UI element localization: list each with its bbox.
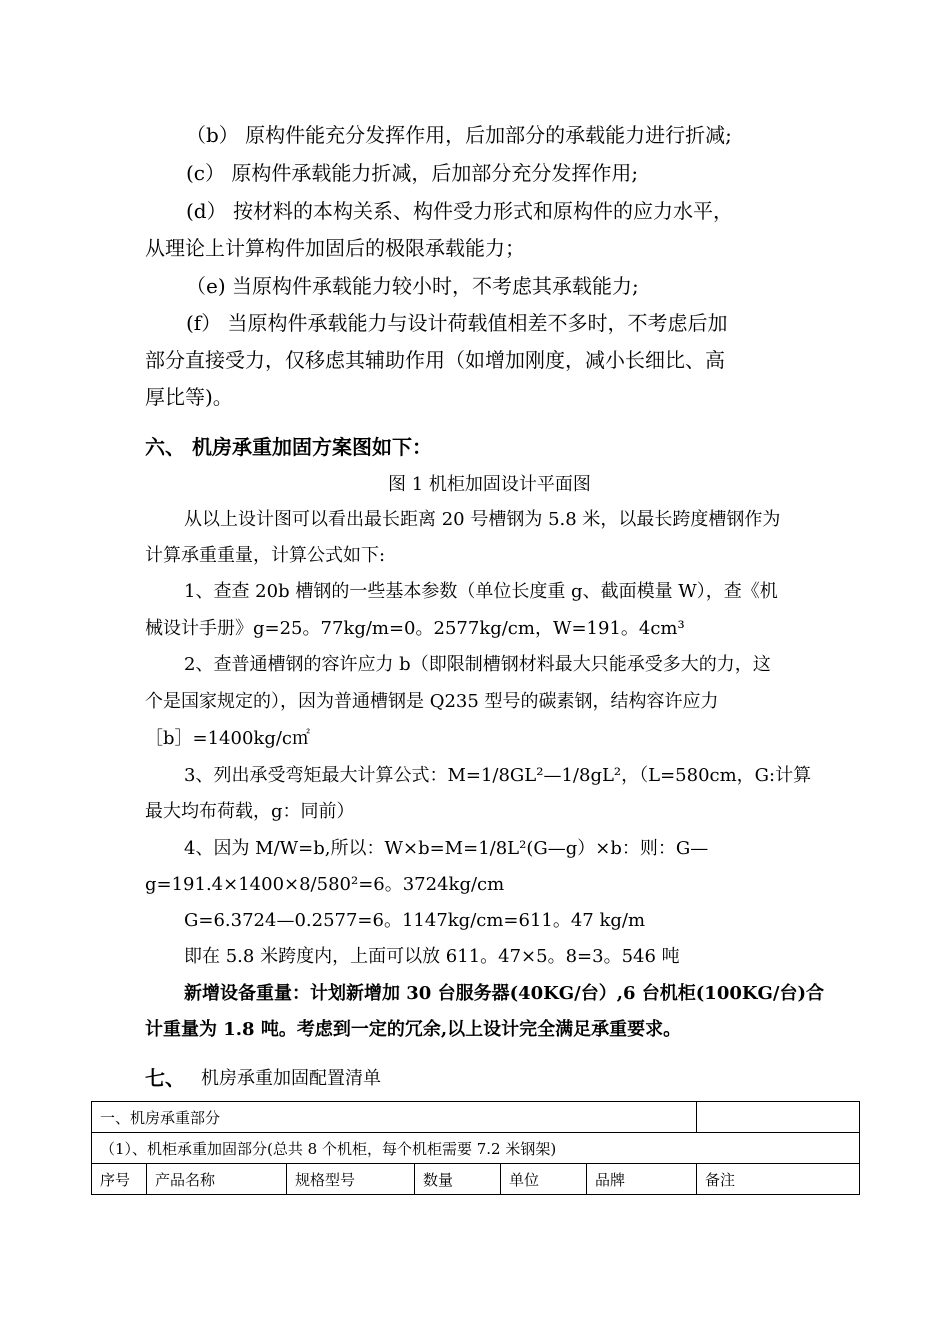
body-line: 4、因为 M/W=b,所以：W×b=M=1/8L²(G—g）×b：则：G— — [184, 838, 709, 859]
body-line: 计算承重重量，计算公式如下: — [145, 545, 386, 566]
section-7-number: 七、 — [145, 1066, 185, 1090]
table-cell — [697, 1102, 860, 1133]
table-header-cell: 数量 — [415, 1164, 501, 1195]
section-7-title: 机房承重加固配置清单 — [201, 1068, 381, 1089]
table-row — [92, 1133, 860, 1164]
table-header-cell: 规格型号 — [287, 1164, 415, 1195]
body-line: G=6.3724—0.2577=6。1147kg/cm=611。47 kg/m — [184, 910, 646, 931]
paragraph-c: (c） 原构件承载能力折减，后加部分充分发挥作用; — [186, 161, 639, 185]
table-header-cell: 品牌 — [587, 1164, 697, 1195]
table-header-cell: 备注 — [697, 1164, 860, 1195]
table-cell: 一、机房承重部分 — [92, 1102, 697, 1133]
paragraph-f-line3: 厚比等)。 — [145, 385, 233, 409]
body-line: ［b］=1400kg/c㎡ — [145, 728, 310, 749]
body-line: 从以上设计图可以看出最长距离 20 号槽钢为 5.8 米，以最长跨度槽钢作为 — [184, 509, 781, 530]
paragraph-d-line1: (d） 按材料的本构关系、构件受力形式和原构件的应力水平， — [186, 199, 733, 223]
paragraph-f-line1: (f） 当原构件承载能力与设计荷载值相差不多时，不考虑后加 — [186, 311, 728, 335]
figure-caption: 图 1 机柜加固设计平面图 — [388, 474, 591, 495]
paragraph-e: （e) 当原构件承载能力较小时，不考虑其承载能力; — [186, 274, 639, 298]
conclusion-line: 计重量为 1.8 吨。考虑到一定的冗余,以上设计完全满足承重要求。 — [145, 1019, 682, 1040]
conclusion-line: 新增设备重量：计划新增加 30 台服务器(40KG/台）,6 台机柜(100KG/台)合 — [184, 983, 824, 1004]
body-line: 2、查普通槽钢的容许应力 b（即限制槽钢材料最大只能承受多大的力，这 — [184, 654, 771, 675]
table-header-cell: 单位 — [501, 1164, 587, 1195]
table-header-row — [92, 1164, 860, 1195]
paragraph-d-line2: 从理论上计算构件加固后的极限承载能力； — [145, 236, 525, 260]
table-row — [92, 1102, 860, 1133]
body-line: g=191.4×1400×8/580²=6。3724kg/cm — [145, 874, 505, 895]
section-6-heading: 六、 机房承重加固方案图如下： — [145, 435, 432, 459]
body-line: 1、查查 20b 槽钢的一些基本参数（单位长度重 g、截面模量 W），查《机 — [184, 581, 778, 602]
table-cell: （1）、机柜承重加固部分(总共 8 个机柜，每个机柜需要 7.2 米钢架) — [92, 1133, 860, 1164]
body-line: 最大均布荷载，g：同前） — [145, 801, 355, 822]
table-header-cell: 序号 — [92, 1164, 147, 1195]
config-table — [91, 1101, 860, 1195]
paragraph-f-line2: 部分直接受力，仅移虑其辅助作用（如增加刚度，减小长细比、高 — [145, 348, 725, 372]
body-line: 3、列出承受弯矩最大计算公式：M=1/8GL²—1/8gL²，（L=580cm，G:计算 — [184, 765, 812, 786]
paragraph-b: （b） 原构件能充分发挥作用，后加部分的承载能力进行折减; — [186, 123, 732, 147]
body-line: 即在 5.8 米跨度内，上面可以放 611。47×5。8=3。546 吨 — [184, 946, 680, 967]
body-line: 个是国家规定的），因为普通槽钢是 Q235 型号的碳素钢，结构容许应力 — [145, 691, 719, 712]
body-line: 械设计手册》g=25。77kg/m=0。2577kg/cm，W=191。4cm³ — [145, 618, 685, 639]
table-header-cell: 产品名称 — [147, 1164, 287, 1195]
